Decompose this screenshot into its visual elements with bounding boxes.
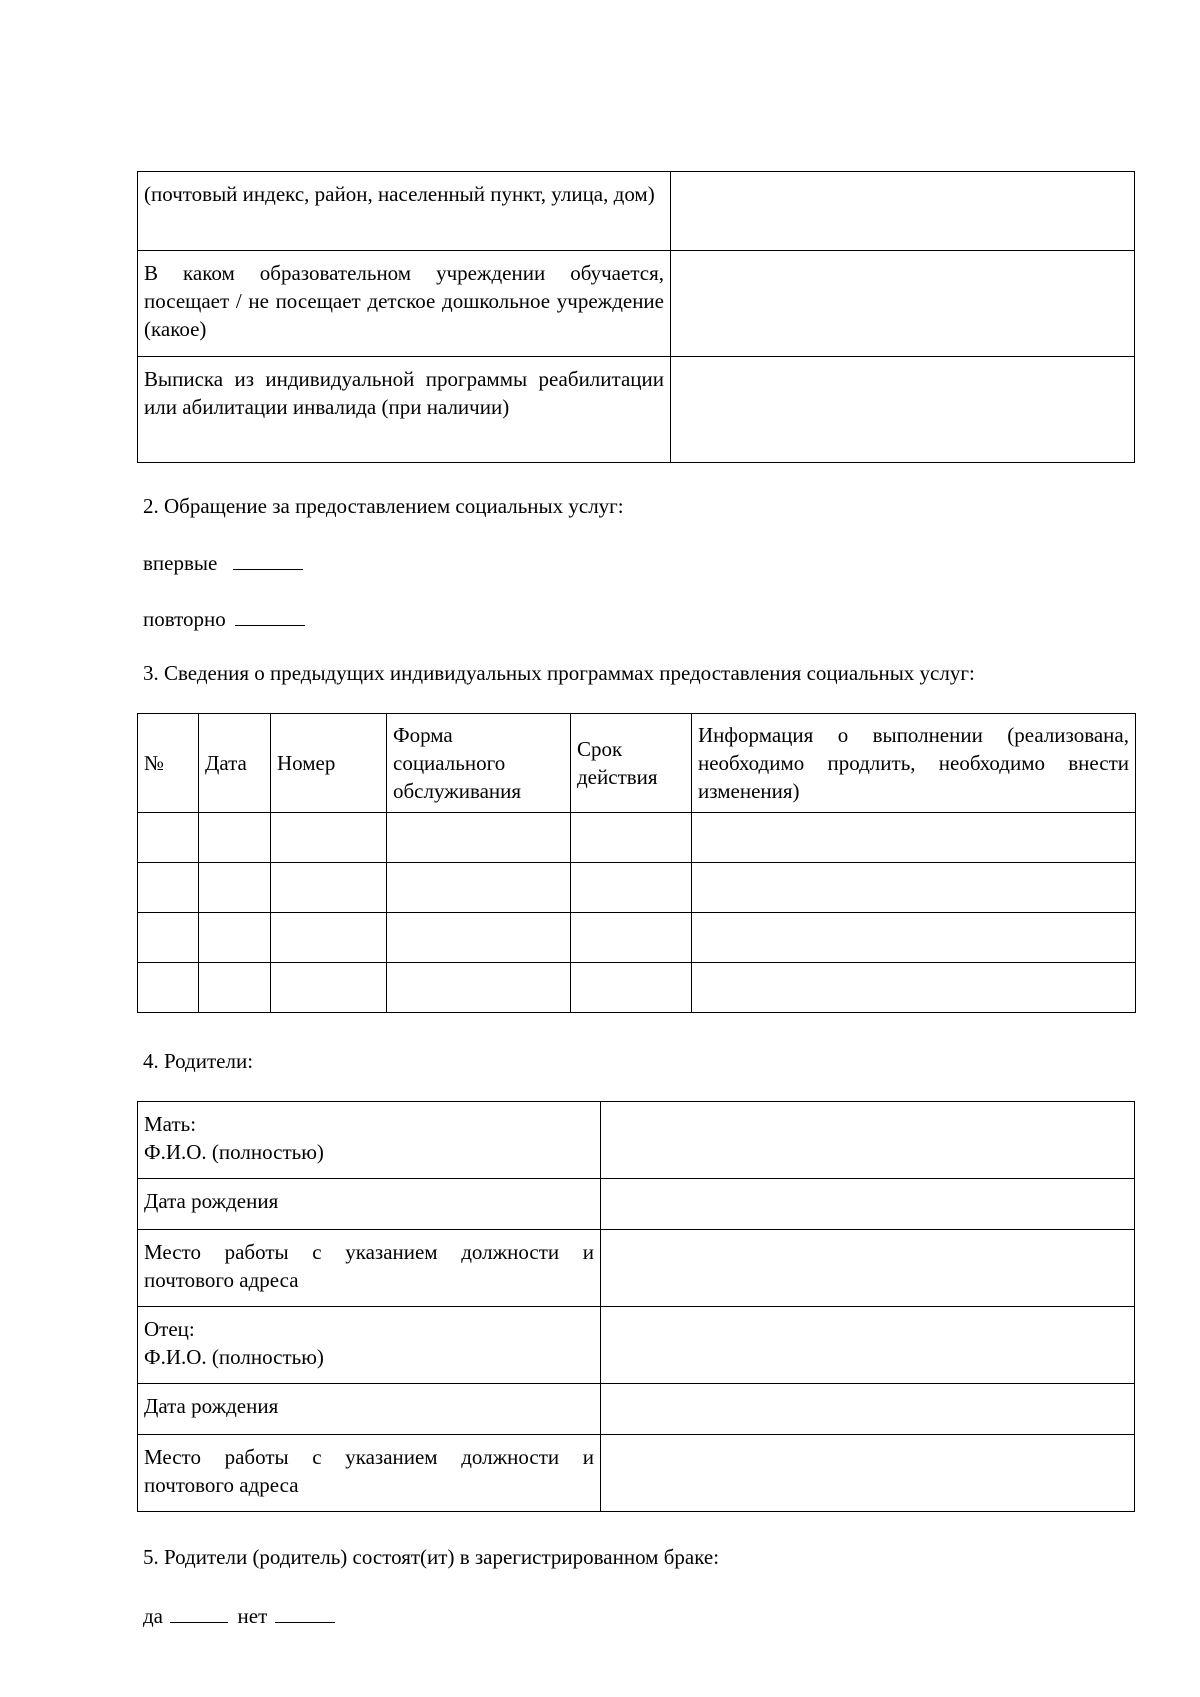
father-birthdate-value-cell[interactable] (601, 1384, 1135, 1435)
mother-workplace-value-cell[interactable] (601, 1230, 1135, 1307)
mother-workplace-label: Место работы с указанием должности и почтового адреса (138, 1230, 601, 1307)
table-row (138, 172, 1135, 251)
table-row (138, 251, 1135, 357)
table-cell[interactable] (387, 813, 571, 863)
table-row (138, 963, 1136, 1013)
table-row (138, 357, 1135, 463)
table-cell[interactable] (271, 813, 387, 863)
no-blank[interactable] (275, 1600, 335, 1623)
address-value-cell[interactable] (671, 172, 1135, 251)
table-cell[interactable] (571, 963, 692, 1013)
table-cell[interactable] (199, 863, 271, 913)
father-fullname-label: Ф.И.О. (полностью) (144, 1345, 324, 1369)
table-row (138, 1230, 1135, 1307)
table-cell[interactable] (138, 963, 199, 1013)
address-label: (почтовый индекс, район, населенный пункт, улица, дом) (138, 172, 671, 251)
table-row (138, 1102, 1135, 1179)
first-time-line (143, 547, 303, 577)
table-cell[interactable] (271, 863, 387, 913)
father-name-label (138, 1307, 601, 1384)
mother-name-label (138, 1102, 601, 1179)
table-row (138, 1435, 1135, 1512)
education-label: В каком образовательном учреждении обучается, посещает / не посещает детское дошкольное учреждение (какое) (138, 251, 671, 357)
table-row (138, 1307, 1135, 1384)
table-cell[interactable] (199, 913, 271, 963)
father-workplace-label: Место работы с указанием должности и почтового адреса (138, 1435, 601, 1512)
table-cell[interactable] (387, 863, 571, 913)
rehab-program-value-cell[interactable] (671, 357, 1135, 463)
mother-birthdate-label: Дата рождения (138, 1179, 601, 1230)
table-row (138, 813, 1136, 863)
section-2-heading: 2. Обращение за предоставлением социальных услуг: (143, 494, 624, 518)
table-cell[interactable] (199, 813, 271, 863)
parents-table (137, 1101, 1135, 1512)
mother-fullname-label: Ф.И.О. (полностью) (144, 1140, 324, 1164)
col-service-form-header: Форма социального обслуживания (387, 714, 571, 813)
table-cell[interactable] (571, 813, 692, 863)
table-cell[interactable] (692, 963, 1136, 1013)
table-cell[interactable] (199, 963, 271, 1013)
applicant-details-table (137, 171, 1135, 463)
father-label: Отец: (144, 1317, 195, 1341)
no-label: нет (237, 1604, 268, 1628)
mother-label: Мать: (144, 1112, 197, 1136)
repeat-label: повторно (143, 607, 226, 631)
previous-programs-table (137, 713, 1136, 1013)
table-row (138, 863, 1136, 913)
section-4-heading: 4. Родители: (143, 1049, 254, 1073)
education-value-cell[interactable] (671, 251, 1135, 357)
col-term-header: Срок действия (571, 714, 692, 813)
table-row (138, 1179, 1135, 1230)
mother-name-value-cell[interactable] (601, 1102, 1135, 1179)
table-cell[interactable] (387, 913, 571, 963)
father-name-value-cell[interactable] (601, 1307, 1135, 1384)
mother-birthdate-value-cell[interactable] (601, 1179, 1135, 1230)
table-cell[interactable] (387, 963, 571, 1013)
first-time-blank[interactable] (233, 547, 303, 570)
section-3-heading: 3. Сведения о предыдущих индивидуальных программах предоставления социальных услуг: (143, 661, 975, 685)
first-time-label: впервые (143, 551, 218, 575)
table-cell[interactable] (138, 813, 199, 863)
table-row (138, 913, 1136, 963)
yes-label: да (143, 1604, 164, 1628)
marriage-answer-line (143, 1600, 335, 1630)
table-cell[interactable] (571, 863, 692, 913)
col-id-header: Номер (271, 714, 387, 813)
col-execution-info-header: Информация о выполнении (реализована, необходимо продлить, необходимо внести изменения) (692, 714, 1136, 813)
table-header-row (138, 714, 1136, 813)
col-date-header: Дата (199, 714, 271, 813)
table-cell[interactable] (692, 813, 1136, 863)
father-workplace-value-cell[interactable] (601, 1435, 1135, 1512)
table-cell[interactable] (571, 913, 692, 963)
table-cell[interactable] (138, 913, 199, 963)
section-5-heading: 5. Родители (родитель) состоят(ит) в зарегистрированном браке: (143, 1545, 720, 1569)
father-birthdate-label: Дата рождения (138, 1384, 601, 1435)
table-row (138, 1384, 1135, 1435)
repeat-blank[interactable] (235, 603, 305, 626)
table-cell[interactable] (692, 913, 1136, 963)
rehab-program-label: Выписка из индивидуальной программы реабилитации или абилитации инвалида (при наличии) (138, 357, 671, 463)
table-cell[interactable] (692, 863, 1136, 913)
repeat-line (143, 603, 305, 633)
col-number-header: № (138, 714, 199, 813)
table-cell[interactable] (138, 863, 199, 913)
yes-blank[interactable] (170, 1600, 228, 1623)
table-cell[interactable] (271, 913, 387, 963)
table-cell[interactable] (271, 963, 387, 1013)
